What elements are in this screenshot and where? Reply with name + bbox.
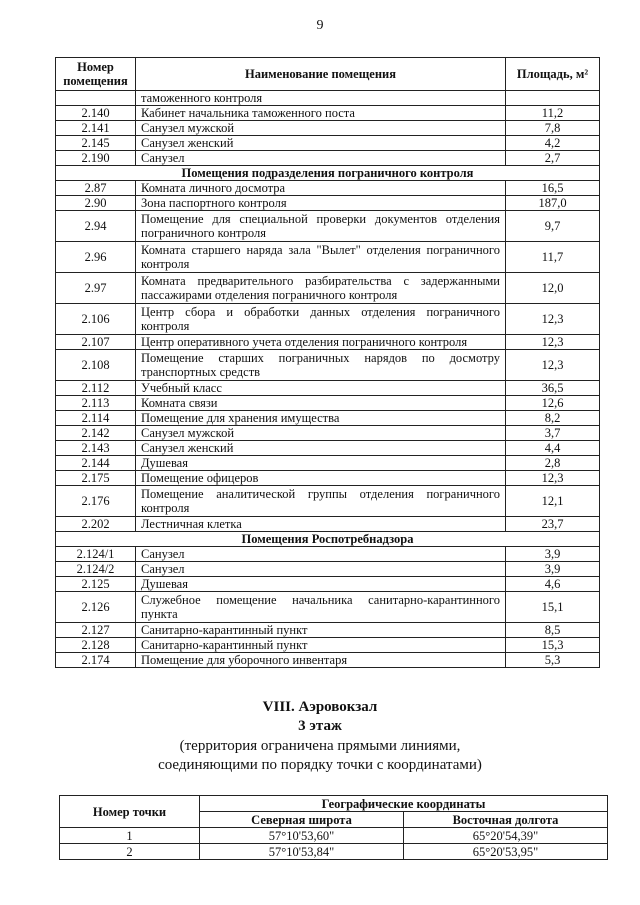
room-name: Помещение для уборочного инвентаря [136,653,506,668]
room-name: Санитарно-карантинный пункт [136,623,506,638]
table-row [56,638,600,653]
table-row [56,381,600,396]
table-row [56,577,600,592]
room-area: 8,5 [506,623,600,638]
room-number: 2.124/2 [56,562,136,577]
header-geo-coordinates: Географические координаты [200,796,608,812]
room-area: 8,2 [506,411,600,426]
room-name: Санузел [136,151,506,166]
territory-description-line2: соединяющими по порядку точки с координатами) [158,757,482,773]
room-area: 23,7 [506,517,600,532]
room-area: 3,9 [506,562,600,577]
room-area [506,91,600,106]
room-number: 2.106 [56,304,136,335]
room-name: Санитарно-карантинный пункт [136,638,506,653]
room-area: 15,1 [506,592,600,623]
room-area: 2,7 [506,151,600,166]
room-area: 12,6 [506,396,600,411]
room-name: Помещение для хранения имущества [136,411,506,426]
table-row [60,844,608,860]
room-number: 2.125 [56,577,136,592]
room-area: 12,0 [506,273,600,304]
room-area: 5,3 [506,653,600,668]
room-name: Комната старшего наряда зала "Вылет" отделения пограничного контроля [136,242,506,273]
east-longitude: 65°20'54,39" [404,828,608,844]
table-row [56,196,600,211]
room-area: 12,3 [506,350,600,381]
room-name: Санузел мужской [136,426,506,441]
table-row [56,106,600,121]
page-number: 9 [316,18,324,33]
section-title: VIII. Аэровокзал [262,699,378,715]
table-row [56,91,600,106]
header-room-area: Площадь, м² [506,58,600,91]
room-number: 2.141 [56,121,136,136]
room-area: 9,7 [506,211,600,242]
room-area: 12,1 [506,486,600,517]
coordinates-table-body [60,828,608,860]
room-area: 36,5 [506,381,600,396]
room-area: 4,2 [506,136,600,151]
header-north-latitude: Северная широта [200,812,404,828]
room-number: 2.87 [56,181,136,196]
room-name: Комната предварительного разбирательства с задержанными пассажирами отделения пограничного контроля [136,273,506,304]
header-point-number: Номер точки [60,796,200,828]
table-row [56,547,600,562]
room-name: Душевая [136,456,506,471]
room-name: Кабинет начальника таможенного поста [136,106,506,121]
room-number: 2.90 [56,196,136,211]
room-name: Санузел [136,547,506,562]
room-name: Санузел мужской [136,121,506,136]
room-name: Комната связи [136,396,506,411]
table-row [56,242,600,273]
room-name: Помещение аналитической группы отделения пограничного контроля [136,486,506,517]
point-number: 2 [60,844,200,860]
room-name: Санузел женский [136,136,506,151]
room-name: Помещение для специальной проверки документов отделения пограничного контроля [136,211,506,242]
room-number: 2.174 [56,653,136,668]
table-row [56,623,600,638]
room-area: 12,3 [506,335,600,350]
room-area: 4,6 [506,577,600,592]
room-number: 2.113 [56,396,136,411]
territory-description-line1: (территория ограничена прямыми линиями, [179,738,461,754]
north-latitude: 57°10'53,84" [200,844,404,860]
room-area: 11,2 [506,106,600,121]
floor-title: 3 этаж [298,718,342,734]
east-longitude: 65°20'53,95" [404,844,608,860]
table-row [56,181,600,196]
rooms-table-header [56,58,600,91]
room-number: 2.94 [56,211,136,242]
section-row [56,532,600,547]
room-name: Служебное помещение начальника санитарно-карантинного пункта [136,592,506,623]
table-row [56,592,600,623]
room-area: 16,5 [506,181,600,196]
room-area: 4,4 [506,441,600,456]
table-row [56,411,600,426]
table-row [60,828,608,844]
table-row [56,426,600,441]
room-area: 15,3 [506,638,600,653]
table-row [56,211,600,242]
room-name: Комната личного досмотра [136,181,506,196]
room-area: 12,3 [506,471,600,486]
table-row [56,335,600,350]
rospotrebnadzor-section-title: Помещения Роспотребнадзора [56,532,600,547]
header-east-longitude: Восточная долгота [404,812,608,828]
room-number: 2.144 [56,456,136,471]
room-name: Санузел [136,562,506,577]
room-number: 2.128 [56,638,136,653]
room-number: 2.126 [56,592,136,623]
room-name: Центр сбора и обработки данных отделения пограничного контроля [136,304,506,335]
room-number: 2.114 [56,411,136,426]
point-number: 1 [60,828,200,844]
room-number: 2.175 [56,471,136,486]
room-area: 12,3 [506,304,600,335]
room-number: 2.202 [56,517,136,532]
section-row [56,166,600,181]
room-number: 2.190 [56,151,136,166]
table-row [56,653,600,668]
room-number: 2.145 [56,136,136,151]
room-area: 11,7 [506,242,600,273]
table-row [56,471,600,486]
room-number: 2.127 [56,623,136,638]
room-number: 2.142 [56,426,136,441]
room-number [56,91,136,106]
room-name: Лестничная клетка [136,517,506,532]
table-row [56,396,600,411]
room-number: 2.140 [56,106,136,121]
room-name: Санузел женский [136,441,506,456]
coordinates-table [59,795,608,860]
room-area: 3,7 [506,426,600,441]
room-name: Учебный класс [136,381,506,396]
room-name: Помещение офицеров [136,471,506,486]
table-row [56,456,600,471]
table-row [56,517,600,532]
room-area: 3,9 [506,547,600,562]
room-number: 2.124/1 [56,547,136,562]
table-row [56,441,600,456]
room-name: Центр оперативного учета отделения пограничного контроля [136,335,506,350]
room-number: 2.108 [56,350,136,381]
rooms-table-body [56,91,600,668]
room-number: 2.97 [56,273,136,304]
north-latitude: 57°10'53,60" [200,828,404,844]
table-row [56,136,600,151]
rooms-table [55,57,600,668]
room-name: Зона паспортного контроля [136,196,506,211]
room-number: 2.112 [56,381,136,396]
table-row [56,562,600,577]
room-area: 7,8 [506,121,600,136]
room-name: Душевая [136,577,506,592]
room-number: 2.96 [56,242,136,273]
table-row [56,151,600,166]
room-number: 2.176 [56,486,136,517]
table-row [56,121,600,136]
room-name: Помещение старших пограничных нарядов по досмотру транспортных средств [136,350,506,381]
header-room-number: Номер помещения [56,58,136,91]
continuation-text: таможенного контроля [136,91,506,106]
table-row [56,304,600,335]
table-row [56,273,600,304]
room-number: 2.107 [56,335,136,350]
border-control-section-title: Помещения подразделения пограничного контроля [56,166,600,181]
table-row [56,486,600,517]
header-room-name: Наименование помещения [136,58,506,91]
room-number: 2.143 [56,441,136,456]
table-row [56,350,600,381]
room-area: 187,0 [506,196,600,211]
room-area: 2,8 [506,456,600,471]
